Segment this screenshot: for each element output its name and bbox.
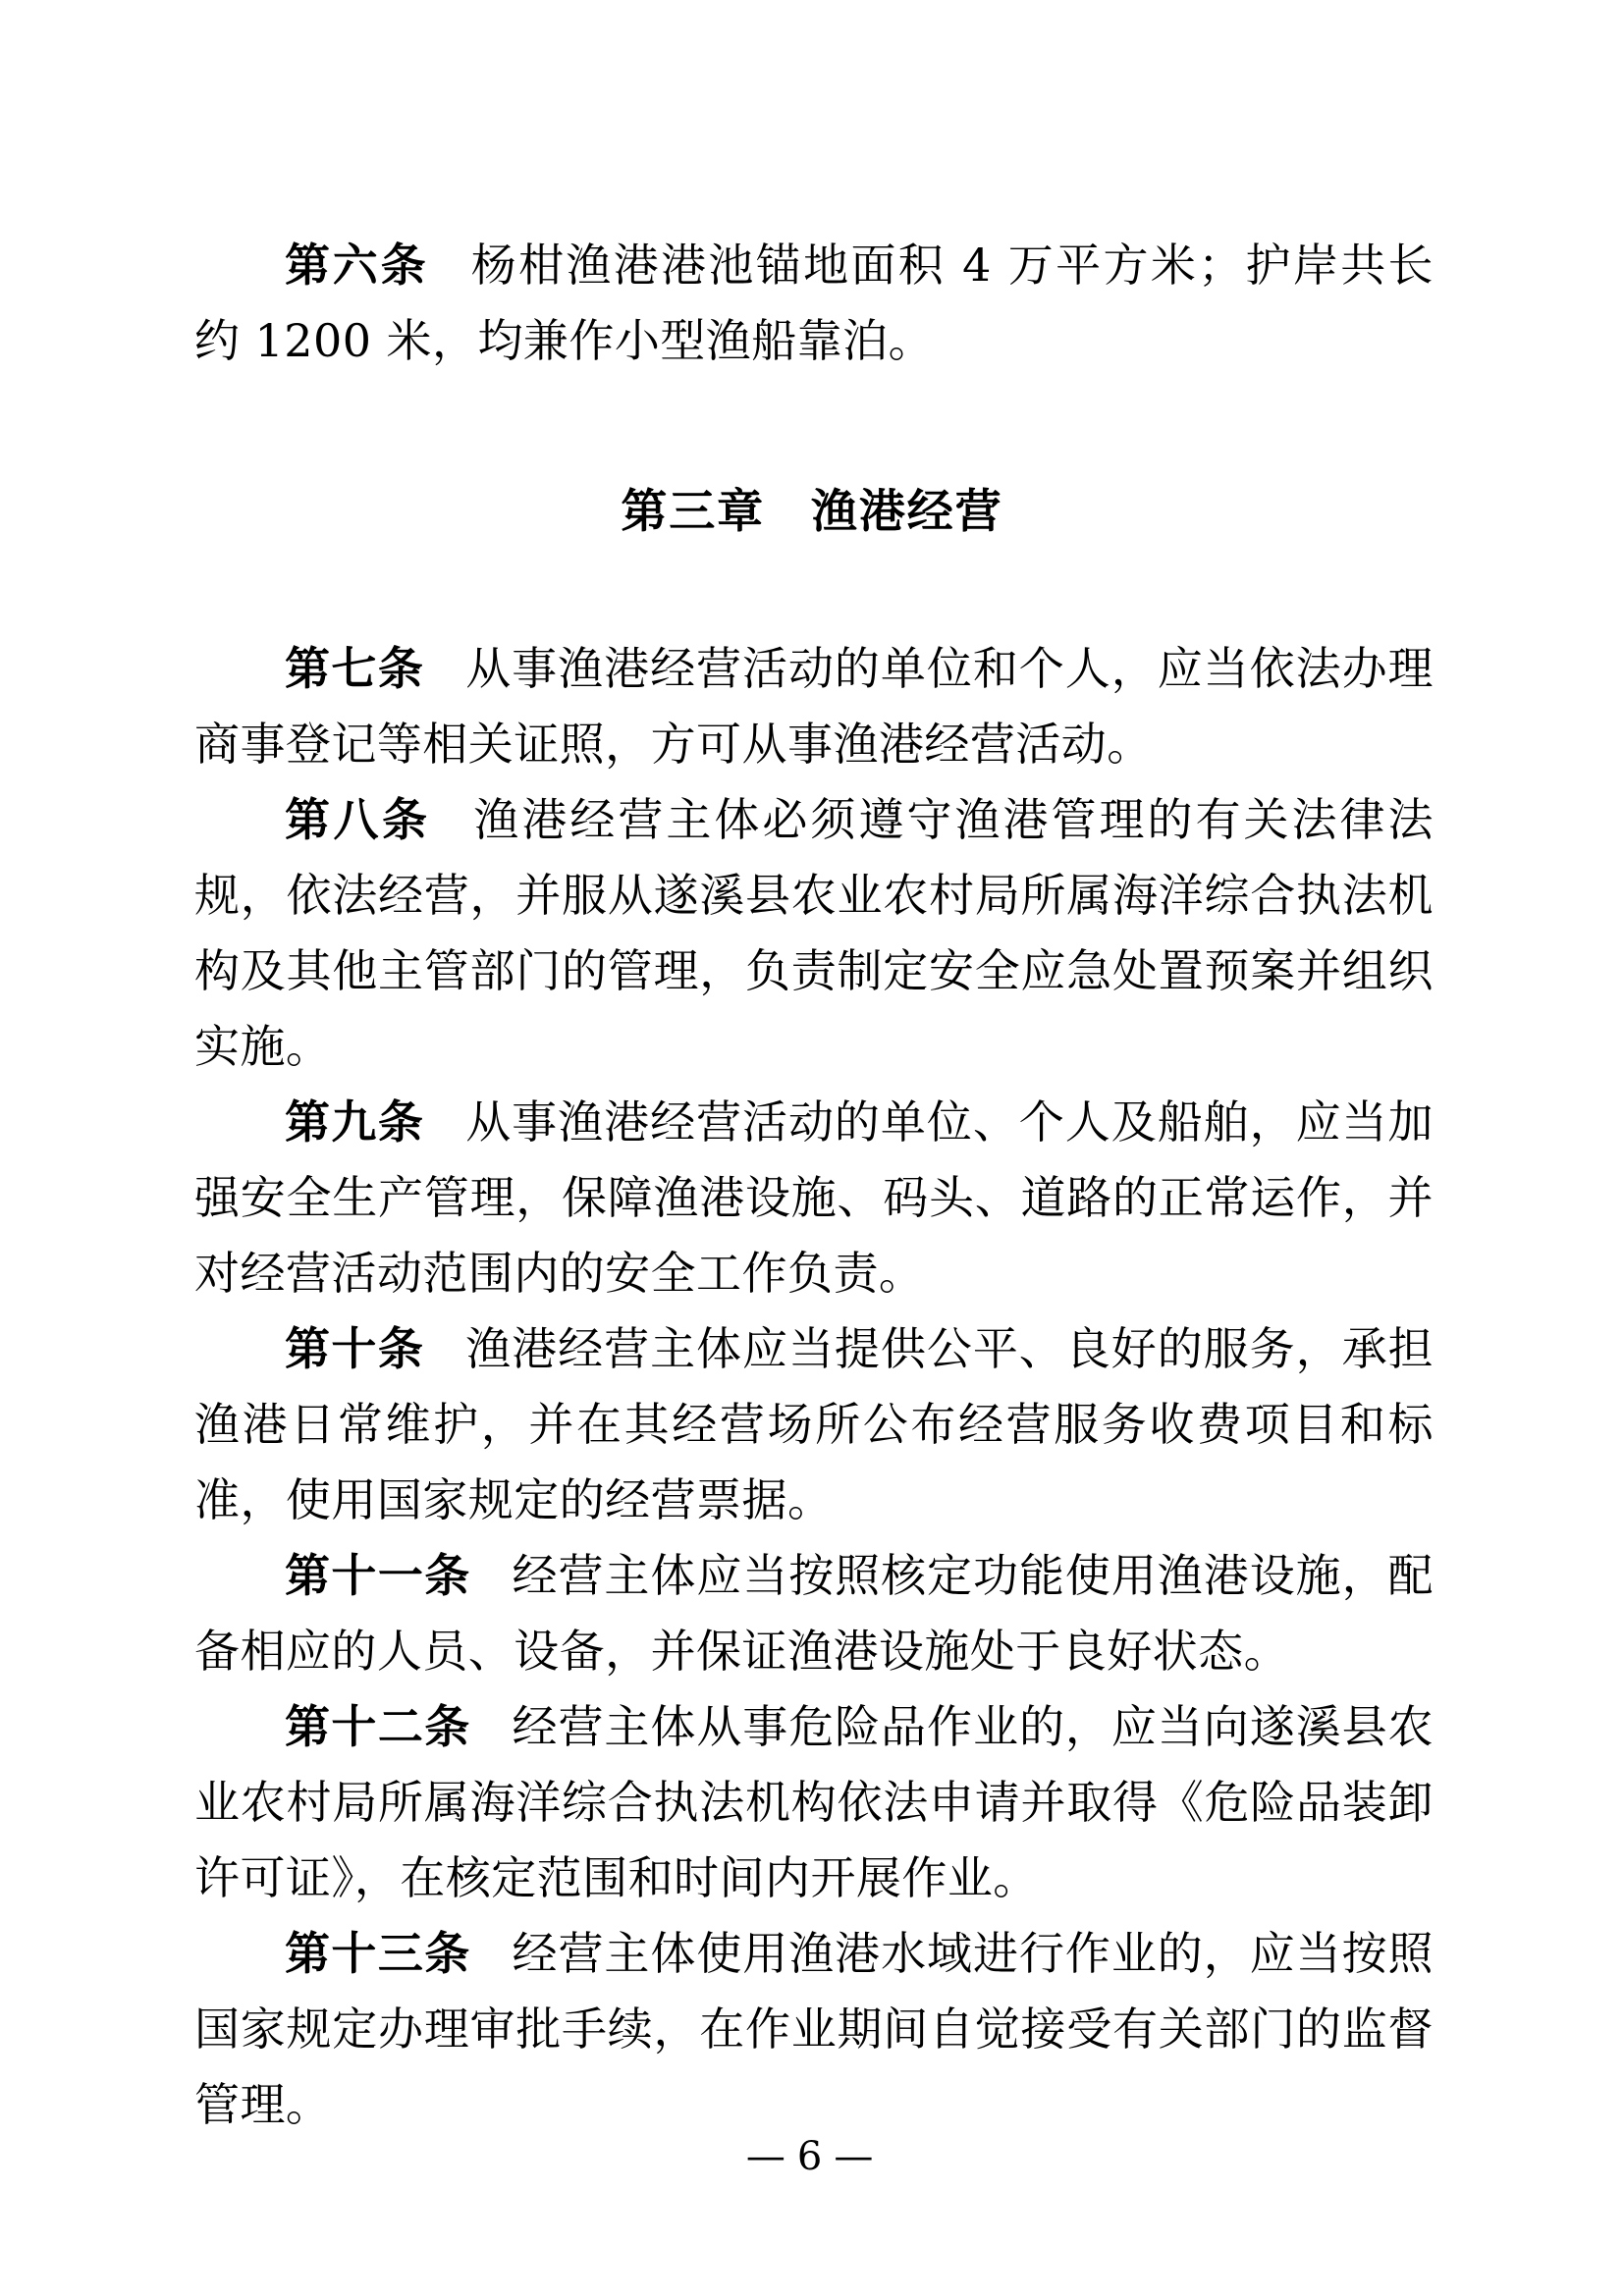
article-text: 杨柑渔港港池锚地面积 4 万平方米；护岸共长约 1200 米，均兼作小型渔船靠泊。 xyxy=(194,239,1434,367)
page-number-dash-left: — xyxy=(745,2134,790,2179)
chapter-heading xyxy=(0,478,1624,547)
article-paragraph xyxy=(194,1085,1434,1311)
article-label: 第六条 xyxy=(285,239,429,292)
article-label: 第十条 xyxy=(285,1322,425,1375)
article-label: 第十一条 xyxy=(285,1549,471,1602)
chapter-number-label: 第三章 xyxy=(621,485,766,539)
article-paragraph xyxy=(194,631,1434,782)
article-label: 第十二条 xyxy=(285,1700,471,1753)
article-text: 经营主体从事危险品作业的，应当向遂溪县农业农村局所属海洋综合执法机构依法申请并取得《危险品装卸许可证》，在核定范围和时间内开展作业。 xyxy=(194,1700,1434,1904)
article-label: 第七条 xyxy=(285,642,425,695)
article-text: 渔港经营主体应当提供公平、良好的服务，承担渔港日常维护，并在其经营场所公布经营服务收费项目和标准，使用国家规定的经营票据。 xyxy=(194,1322,1434,1526)
article-paragraph xyxy=(194,1311,1434,1538)
article-text: 渔港经营主体必须遵守渔港管理的有关法律法规，依法经营，并服从遂溪县农业农村局所属海洋综合执法机构及其他主管部门的管理，负责制定安全应急处置预案并组织实施。 xyxy=(194,793,1435,1073)
page-number-value: 6 xyxy=(796,2134,828,2179)
article-block-top xyxy=(194,228,1434,379)
page-number-dash-right: — xyxy=(834,2134,879,2179)
article-paragraph xyxy=(194,1916,1434,2143)
article-label: 第九条 xyxy=(285,1095,425,1148)
article-paragraph xyxy=(194,228,1434,379)
article-text: 经营主体使用渔港水域进行作业的，应当按照国家规定办理审批手续，在作业期间自觉接受有关部门的监督管理。 xyxy=(194,1927,1434,2131)
article-text: 从事渔港经营活动的单位、个人及船舶，应当加强安全生产管理，保障渔港设施、码头、道路的正常运作，并对经营活动范围内的安全工作负责。 xyxy=(194,1095,1434,1300)
article-label: 第十三条 xyxy=(285,1927,471,1980)
chapter-title: 渔港经营 xyxy=(811,485,1003,539)
article-block-main xyxy=(194,631,1434,2143)
article-text: 从事渔港经营活动的单位和个人，应当依法办理商事登记等相关证照，方可从事渔港经营活动。 xyxy=(194,642,1434,771)
article-text: 经营主体应当按照核定功能使用渔港设施，配备相应的人员、设备，并保证渔港设施处于良好状态。 xyxy=(194,1549,1434,1678)
page-number-footer xyxy=(0,2132,1624,2181)
article-paragraph xyxy=(194,1538,1434,1689)
article-paragraph xyxy=(194,782,1434,1085)
article-paragraph xyxy=(194,1689,1434,1916)
article-label: 第八条 xyxy=(285,793,431,846)
